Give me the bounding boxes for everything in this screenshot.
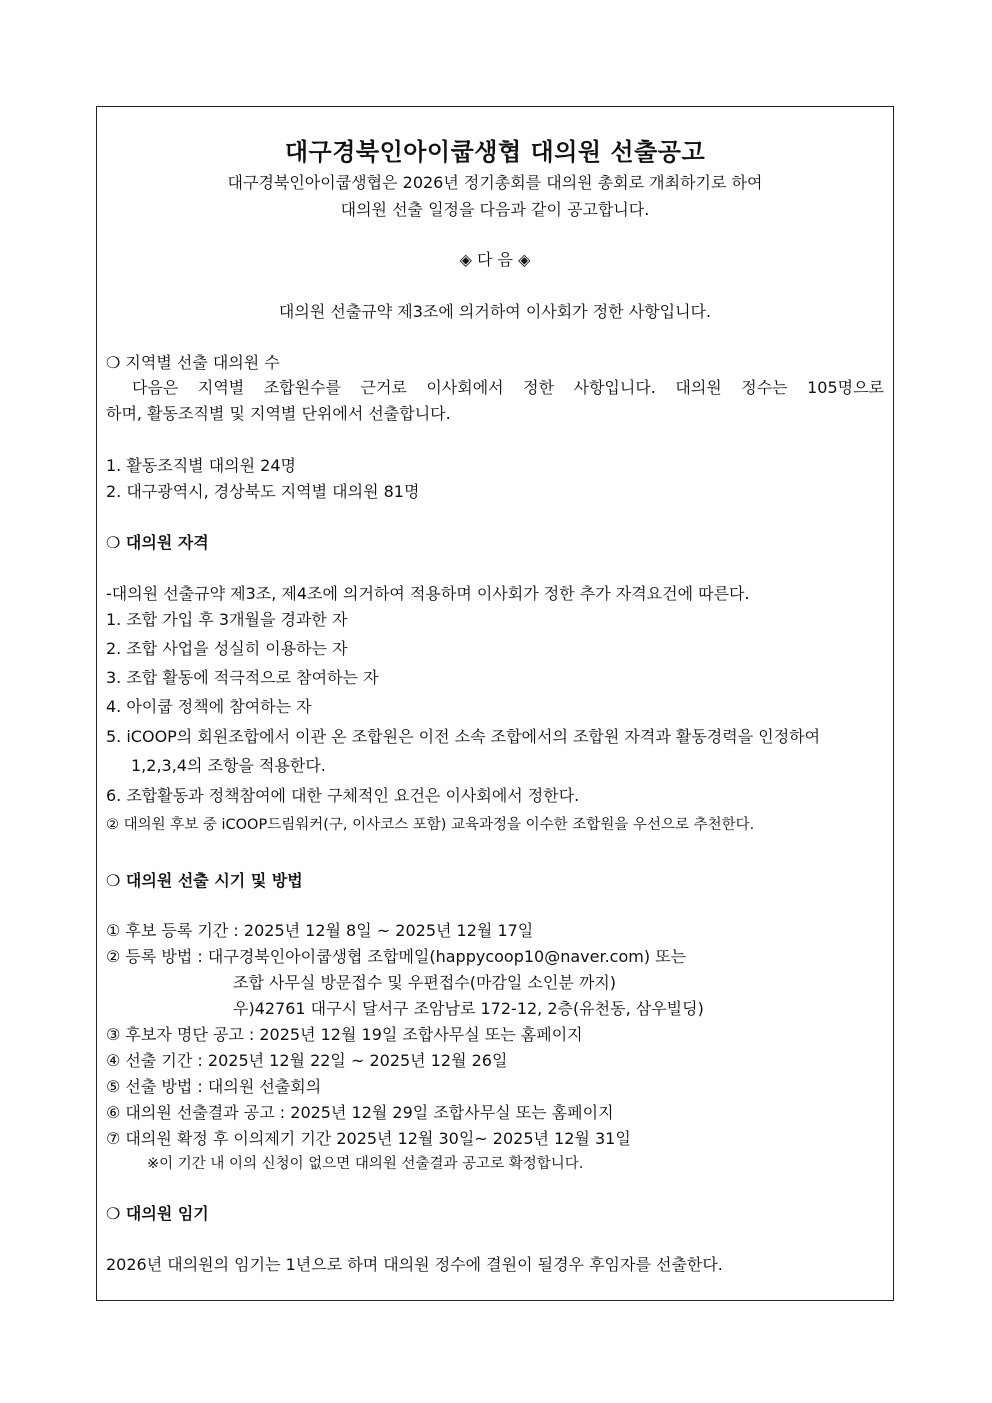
list-item-continued: 1,2,3,4의 조항을 적용한다. bbox=[131, 756, 326, 775]
schedule-item: ⑥ 대의원 선출결과 공고 : 2025년 12월 29일 조합사무실 또는 홈페이지 bbox=[106, 1103, 614, 1122]
section-heading-schedule: ❍ 대의원 선출 시기 및 방법 bbox=[106, 871, 303, 890]
preamble: 대의원 선출규약 제3조에 의거하여 이사회가 정한 사항입니다. bbox=[278, 302, 712, 321]
schedule-item: ④ 선출 기간 : 2025년 12월 22일 ~ 2025년 12월 26일 bbox=[106, 1051, 508, 1070]
schedule-item-continued: 조합 사무실 방문접수 및 우편접수(마감일 소인분 까지) bbox=[233, 973, 617, 992]
intro-line: 대의원 선출 일정을 다음과 같이 공고합니다. bbox=[340, 200, 650, 219]
list-item: 2. 대구광역시, 경상북도 지역별 대의원 81명 bbox=[106, 482, 420, 501]
list-item: 1. 조합 가입 후 3개월을 경과한 자 bbox=[106, 610, 348, 629]
list-item: 5. iCOOP의 회원조합에서 이관 온 조합원은 이전 소속 조합에서의 조합원 자격과 활동경력을 인정하여 bbox=[106, 727, 821, 746]
list-item: 1. 활동조직별 대의원 24명 bbox=[106, 456, 296, 475]
section-heading-term: ❍ 대의원 임기 bbox=[106, 1204, 209, 1223]
divider-heading: ◈ 다 음 ◈ bbox=[459, 250, 531, 269]
list-item: 6. 조합활동과 정책참여에 대한 구체적인 요건은 이사회에서 정한다. bbox=[106, 786, 580, 805]
page-title: 대구경북인아이쿱생협 대의원 선출공고 bbox=[284, 138, 706, 166]
term-text: 2026년 대의원의 임기는 1년으로 하며 대의원 정수에 결원이 될경우 후임자를 선출한다. bbox=[106, 1255, 723, 1274]
note-text: ② 대의원 후보 중 iCOOP드림워커(구, 이사코스 포함) 교육과정을 이수한 조합원을 우선으로 추천한다. bbox=[106, 817, 755, 833]
section-lead: -대의원 선출규약 제3조, 제4조에 의거하여 적용하며 이사회가 정한 추가 자격요건에 따른다. bbox=[106, 584, 750, 603]
section-heading-regional: ❍ 지역별 선출 대의원 수 bbox=[106, 353, 280, 372]
section-paragraph: 하며, 활동조직별 및 지역별 단위에서 선출합니다. bbox=[106, 404, 451, 423]
schedule-item: ⑦ 대의원 확정 후 이의제기 기간 2025년 12월 30일~ 2025년 12월 31일 bbox=[106, 1129, 631, 1148]
intro-line: 대구경북인아이쿱생협은 2026년 정기총회를 대의원 총회로 개최하기로 하여 bbox=[227, 173, 763, 192]
note-text: ※이 기간 내 이의 신청이 없으면 대의원 선출결과 공고로 확정합니다. bbox=[147, 1156, 584, 1172]
section-heading-qualification: ❍ 대의원 자격 bbox=[106, 533, 209, 552]
schedule-item-continued: 우)42761 대구시 달서구 조암남로 172-12, 2층(유천동, 삼우빌딩) bbox=[233, 999, 704, 1018]
list-item: 4. 아이쿱 정책에 참여하는 자 bbox=[106, 697, 312, 716]
schedule-item: ⑤ 선출 방법 : 대의원 선출회의 bbox=[106, 1077, 322, 1096]
section-paragraph: 다음은 지역별 조합원수를 근거로 이사회에서 정한 사항입니다. 대의원 정수는 105명으로 bbox=[132, 378, 884, 397]
schedule-item: ② 등록 방법 : 대구경북인아이쿱생협 조합메일(happycoop10@naver.com) 또는 bbox=[106, 947, 687, 966]
schedule-item: ① 후보 등록 기간 : 2025년 12월 8일 ~ 2025년 12월 17일 bbox=[106, 921, 534, 940]
schedule-item: ③ 후보자 명단 공고 : 2025년 12월 19일 조합사무실 또는 홈페이지 bbox=[106, 1025, 583, 1044]
notice-frame bbox=[96, 106, 894, 1301]
list-item: 3. 조합 활동에 적극적으로 참여하는 자 bbox=[106, 668, 379, 687]
list-item: 2. 조합 사업을 성실히 이용하는 자 bbox=[106, 639, 348, 658]
